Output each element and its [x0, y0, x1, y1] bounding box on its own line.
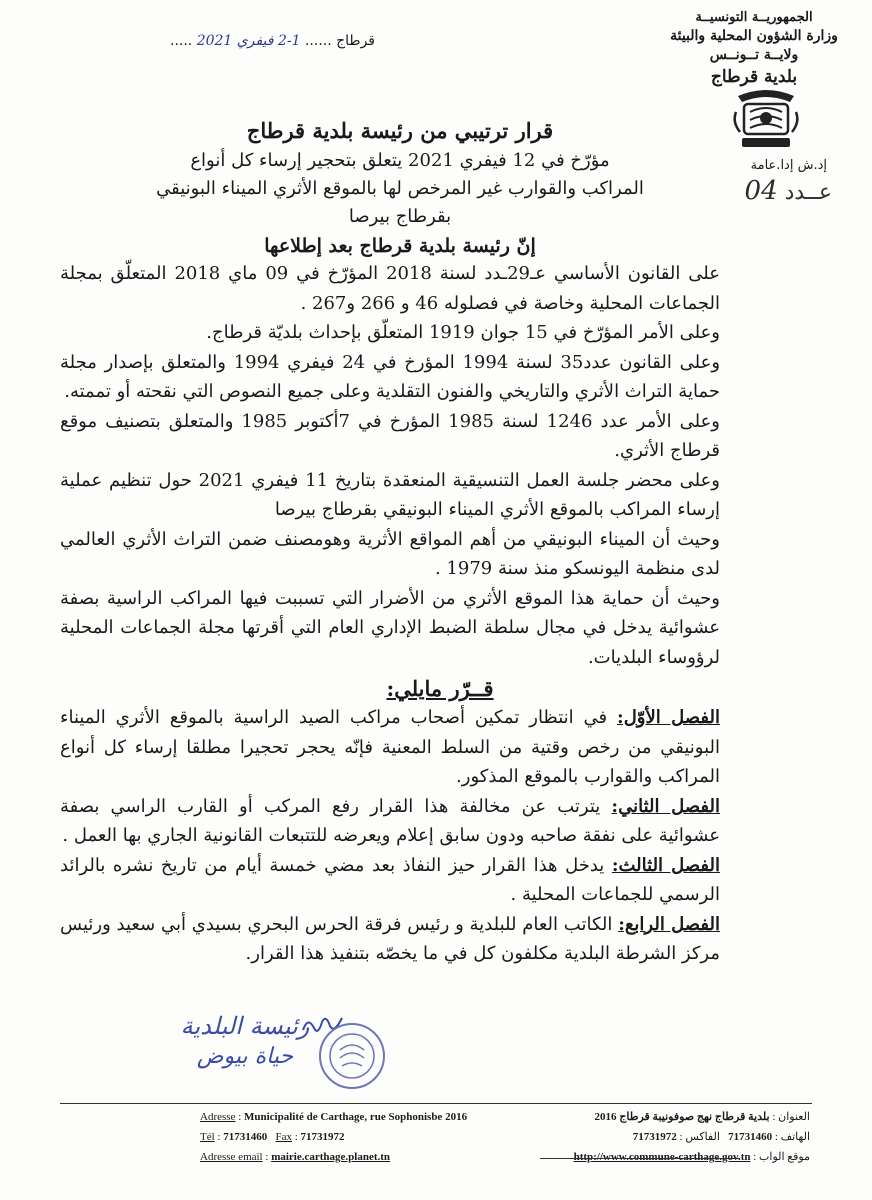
- issue-date: قرطاج ...... 1-2 فيفري 2021 .....: [170, 33, 375, 49]
- decides-heading: قــرّر مايلي:: [386, 676, 494, 701]
- address-label: Adresse: [200, 1111, 236, 1123]
- president-line: إنّ رئيسة بلدية قرطاج بعد إطلاعها: [264, 235, 536, 257]
- ar-phone: الهاتف : 71731460 الفاكس : 71731972: [632, 1131, 810, 1143]
- email-value[interactable]: mairie.carthage.planet.tn: [271, 1151, 391, 1163]
- date-label: قرطاج: [336, 33, 375, 49]
- article-4: [60, 910, 720, 969]
- decree-subtitle: [60, 147, 720, 231]
- footer-email: Adresse email : mairie.carthage.planet.tn: [200, 1151, 391, 1163]
- ar-address-value: بلدية قرطاج نهج صوفونيبة قرطاج 2016: [594, 1111, 770, 1123]
- email-label: Adresse email: [200, 1151, 263, 1163]
- article-1: [60, 703, 720, 792]
- ar-address-label: العنوان: [778, 1111, 810, 1123]
- consideration-paragraph: وعلى الأمر عدد 1246 لسنة 1985 المؤرخ في 7أكتوبر 1985 والمتعلق بتصنيف موقع قرطاج الأثري.: [60, 410, 721, 461]
- ar-address: العنوان : بلدية قرطاج نهج صوفونيبة قرطاج 2016: [594, 1111, 810, 1123]
- fax-value: 71731972: [300, 1131, 345, 1143]
- republic-name: الجمهوريــة التونسيــة: [695, 10, 813, 25]
- signature-name: حياة بيوض: [196, 1044, 294, 1069]
- article-2: [60, 792, 720, 851]
- article-heading: الفصل الثاني:: [611, 795, 720, 817]
- consideration-paragraph: على القانون الأساسي عـ29ـدد لسنة 2018 المؤرّخ في 09 ماي 2018 المتعلّق بمجلة الجماعات المحلية وخاصة في فصلوله 46 و 266 و267 .: [60, 263, 720, 314]
- footer-divider: [60, 1103, 812, 1104]
- municipality-name: بلدية قرطاج: [710, 67, 798, 87]
- tel-label: Tél: [200, 1131, 215, 1143]
- municipality-emblem-icon: [730, 82, 802, 154]
- subtitle-line: المراكب والقوارب غير المرخص لها بالموقع الأثري الميناء البونيقي: [156, 178, 644, 199]
- department-reference: إد.ش إدا.عامة: [750, 158, 827, 173]
- consideration-paragraph: وحيث أن الميناء البونيقي من أهم المواقع الأثرية وهومصنف ضمن التراث الأثري العالمي لدى منظمة اليونسكو منذ سنة 1979 .: [60, 528, 720, 579]
- article-3: [60, 851, 720, 910]
- footer-french: [200, 1107, 530, 1167]
- article-text: في انتظار تمكين أصحاب مراكب الصيد الراسية بالموقع الأثري الميناء البونيقي من رخص وقتية من السلط المعنية فإنّه يحجر تحجيرا مطلقا إرساء كل أنواع المراكب والقوارب بالموقع المذكور.: [60, 707, 720, 787]
- decree-number: [722, 176, 832, 206]
- subtitle-line: مؤرّخ في 12 فيفري 2021 يتعلق بتحجير إرساء كل أنواع: [190, 150, 610, 171]
- ar-phone-value: 71731460: [728, 1131, 773, 1143]
- consideration-paragraph: وعلى القانون عدد35 لسنة 1994 المؤرخ في 24 فيفري 1994 والمتعلق بإصدار مجلة حماية التراث الأثري والتاريخي والفنون التقلدية وعلى جميع النصوص التي نقحته أو تممته.: [60, 351, 721, 402]
- footer-address: Adresse : Municipalité de Carthage, rue Sophonisbe 2016: [200, 1111, 468, 1123]
- governorate-name: ولايــة تــونــس: [709, 47, 799, 63]
- article-text: يترتب عن مخالفة هذا القرار رفع المركب أو القارب الراسي بصفة عشوائية على نفقة صاحبه ودون سابق إعلام ويعرضه للتتبعات القانونية الجاري بها العمل .: [60, 795, 720, 846]
- article-heading: الفصل الرابع:: [618, 913, 720, 935]
- website-link[interactable]: http://www.commune-carthage.gov.tn: [573, 1151, 751, 1163]
- tel-value: 71731460: [223, 1131, 268, 1143]
- footer-phone: Tél : 71731460 Fax : 71731972: [200, 1131, 345, 1143]
- article-heading: الفصل الثالث:: [611, 854, 720, 876]
- signature-title: رئيسة البلدية: [180, 1012, 310, 1040]
- ar-web-label: موقع الواب: [759, 1151, 810, 1163]
- footer-underline: [540, 1158, 740, 1159]
- decree-body: [60, 118, 720, 969]
- article-text: يدخل هذا القرار حيز النفاذ بعد مضي خمسة أيام من تاريخ نشره بالرائد الرسمي للجماعات المحلية .: [60, 854, 720, 905]
- ar-phone-label: الهاتف: [780, 1131, 810, 1143]
- ar-fax-value: 71731972: [632, 1131, 677, 1143]
- ministry-name: وزارة الشؤون المحلية والبيئة: [670, 28, 838, 44]
- subtitle-line: بقرطاج بيرصا: [348, 206, 452, 227]
- date-value: 1-2 فيفري 2021: [196, 33, 301, 49]
- number-label: عــدد: [784, 180, 832, 205]
- ar-website: موقع الواب : http://www.commune-carthage.gov.tn: [573, 1151, 810, 1163]
- article-heading: الفصل الأوّل:: [617, 707, 721, 728]
- number-value: 04: [744, 176, 778, 206]
- consideration-paragraph: وعلى الأمر المؤرّخ في 15 جوان 1919 المتعلّق بإحداث بلديّة قرطاج.: [206, 322, 720, 343]
- consideration-paragraph: وحيث أن حماية هذا الموقع الأثري من الأضرار التي تسببت فيها المراكب الراسية بصفة عشوائية يدخل في مجال سلطة الضبط الإداري العام التي أقرتها مجلة الجماعات المحلية لرؤوساء البلديات.: [60, 587, 720, 668]
- fax-label: Fax: [275, 1131, 292, 1143]
- official-stamp-icon: [312, 1020, 392, 1092]
- ar-fax-label: الفاكس: [685, 1131, 720, 1143]
- address-value: Municipalité de Carthage, rue Sophonisbe 2016: [244, 1111, 468, 1123]
- letterhead: [664, 10, 844, 87]
- decree-title: قرار ترتيبي من رئيسة بلدية قرطاج: [246, 118, 554, 143]
- article-text: الكاتب العام للبلدية و رئيس فرقة الحرس البحري بسيدي أبي سعيد ورئيس مركز الشرطة البلدية مكلفون كل في ما يخصّه بتنفيذ هذا القرار.: [60, 913, 720, 964]
- consideration-paragraph: وعلى محضر جلسة العمل التنسيقية المنعقدة بتاريخ 11 فيفري 2021 حول تنظيم عملية إرساء المراكب بالموقع الأثري الميناء البونيقي بقرطاج بيرصا: [60, 469, 720, 520]
